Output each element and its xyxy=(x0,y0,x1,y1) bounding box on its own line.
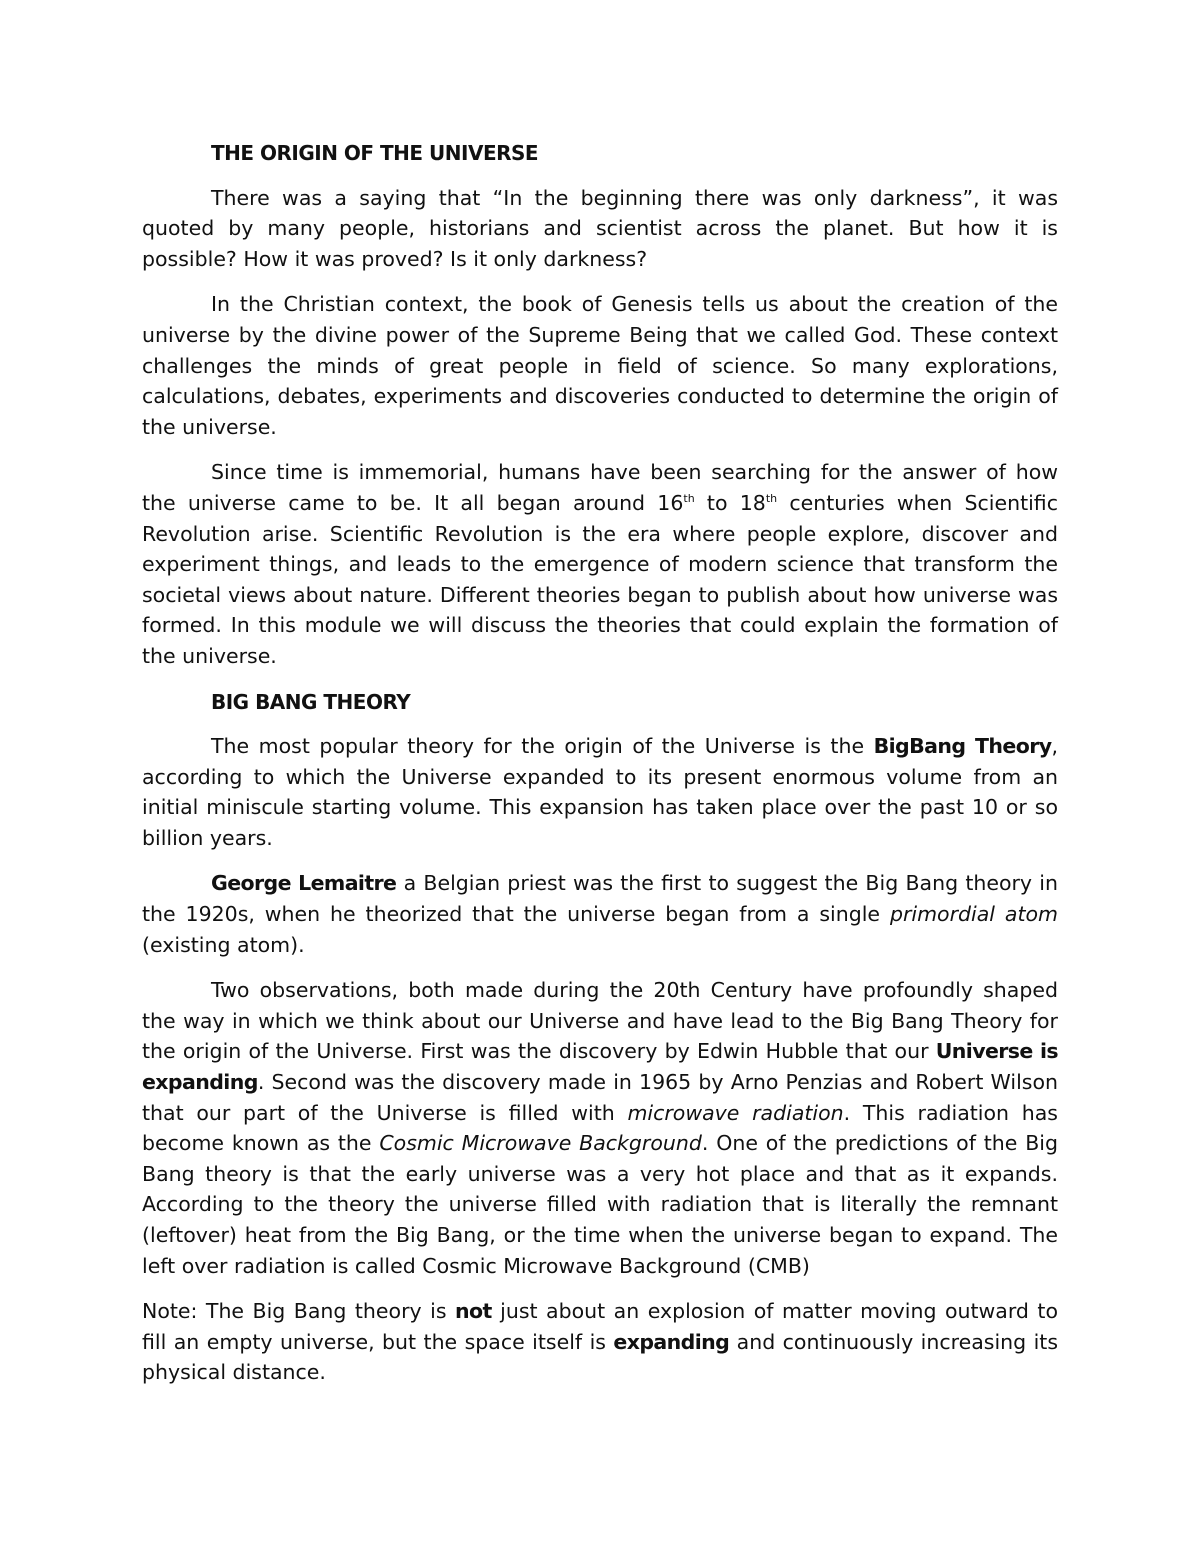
section-heading: BIG BANG THEORY xyxy=(211,689,411,714)
superscript: th xyxy=(683,492,695,506)
document-page xyxy=(142,138,1058,1403)
intro-paragraph-2: In the Christian context, the book of Genesis tells us about the creation of the universe by the divine power of the Supreme Being that we called God. These context challenges the minds of great people in field of science. So many explorations, calculations, debates, experiments and discoveries conducted to determine the origin of the universe. xyxy=(142,292,1058,439)
text-run: a Belgian priest was the first to suggest the Big Bang theory in the 1920s, when he theorized that the universe began from a single xyxy=(142,871,1058,927)
italic-term: Cosmic Microwave Background xyxy=(379,1131,702,1156)
big-bang-paragraph-1 xyxy=(142,731,1058,853)
text-run: , according to which the Universe expanded to its present enormous volume from an initial miniscule starting volume. This expansion has taken place over the past 10 or so billion years. xyxy=(142,734,1058,850)
text-run: Two observations, both made during the 20th Century have profoundly shaped the way in which we think about our Universe and have lead to the Big Bang Theory for the origin of the Universe. First was the discovery by Edwin Hubble that our xyxy=(142,978,1058,1064)
text-run: . One of the predictions of the Big Bang theory is that the early universe was a very hot place and that as it expands. According to the theory the universe filled with radiation that is literally the remnant (leftover) heat from the Big Bang, or the time when the universe began to expand. The left over radiation is called Cosmic Microwave Background (CMB) xyxy=(142,1131,1058,1278)
intro-paragraph-1: There was a saying that “In the beginning there was only darkness”, it was quoted by many people, historians and scientist across the planet. But how it is possible? How it was proved? Is it only darkness? xyxy=(142,185,1058,271)
bold-term: BigBang Theory xyxy=(873,734,1052,759)
text-run: Note: The Big Bang theory is xyxy=(142,1299,455,1324)
text-run: Since time is immemorial, humans have been searching for the answer of how the universe came to be. It all began around 16 xyxy=(142,460,1058,515)
text-run: . This radiation has become known as the xyxy=(142,1100,1058,1156)
superscript: th xyxy=(765,492,778,506)
big-bang-paragraph-3 xyxy=(142,975,1058,1281)
text-run: just about an explosion of matter moving outward to fill an empty universe, but the space itself is xyxy=(142,1299,1058,1354)
bold-term: Universe is expanding xyxy=(142,1039,1059,1095)
text-run: centuries when Scientific Revolution arise. Scientific Revolution is the era where people explore, discover and experiment things, and leads to the emergence of modern science that transform the societal views about nature. Different theories began to publish about how universe was formed. In this module we will discuss the theories that could explain the formation of the universe. xyxy=(142,490,1058,668)
note-paragraph xyxy=(142,1296,1058,1388)
intro-paragraph-3 xyxy=(142,457,1058,671)
page-title: THE ORIGIN OF THE UNIVERSE xyxy=(211,141,539,165)
text-run: The most popular theory for the origin of the Universe is the xyxy=(211,734,874,759)
big-bang-paragraph-2 xyxy=(142,868,1058,960)
text-run: (existing atom). xyxy=(142,932,305,957)
bold-term: not xyxy=(454,1299,492,1324)
text-run: and continuously increasing its physical distance. xyxy=(142,1329,1059,1385)
text-run: to 18 xyxy=(694,490,766,515)
italic-term: microwave radiation xyxy=(627,1100,844,1125)
bold-term: George Lemaitre xyxy=(211,871,397,896)
bold-term: expanding xyxy=(613,1329,730,1354)
italic-term: primordial atom xyxy=(889,902,1058,927)
text-run: . Second was the discovery made in 1965 by Arno Penzias and Robert Wilson that our part of the Universe is filled with xyxy=(142,1070,1058,1125)
